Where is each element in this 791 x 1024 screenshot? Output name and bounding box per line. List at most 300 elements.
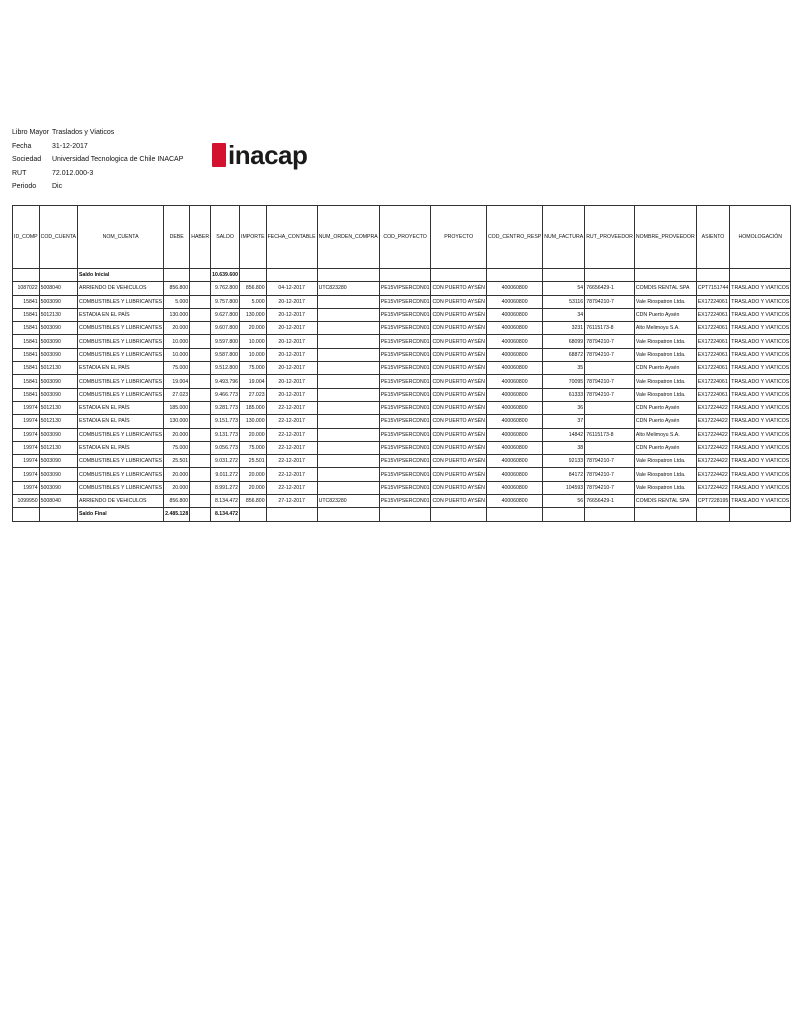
table-cell: 54 <box>543 282 585 295</box>
table-cell: 61333 <box>543 388 585 401</box>
table-cell: ESTADIA EN EL PAÍS <box>78 362 164 375</box>
column-header: NOMBRE_PROVEEDOR <box>634 206 696 269</box>
table-cell: 9.512.800 <box>211 362 240 375</box>
table-cell: 04-12-2017 <box>266 282 317 295</box>
table-cell: TRASLADO Y VIATICOS <box>730 468 791 481</box>
table-cell: COMBUSTIBLES Y LUBRICANTES <box>78 428 164 441</box>
report-metadata <box>12 126 183 194</box>
table-cell: CDN PUERTO AYSÉN <box>431 468 486 481</box>
table-cell: 185.000 <box>240 401 267 414</box>
table-cell: 400060800 <box>486 428 542 441</box>
table-cell: 78794210-7 <box>585 455 635 468</box>
empty-cell <box>190 269 211 282</box>
table-cell: 35 <box>543 362 585 375</box>
meta-label: Libro Mayor <box>12 129 49 136</box>
table-cell: 20-12-2017 <box>266 322 317 335</box>
table-cell: PE15VIPSERCDN01 <box>379 282 431 295</box>
table-cell: EX17224061 <box>696 335 730 348</box>
table-cell: 38 <box>543 441 585 454</box>
table-cell: 856.800 <box>240 495 267 508</box>
table-cell: ESTADIA EN EL PAÍS <box>78 415 164 428</box>
meta-field <box>12 126 183 140</box>
table-cell: 5012130 <box>39 415 77 428</box>
column-header: RUT_PROVEEDOR <box>585 206 635 269</box>
table-cell: 9.056.773 <box>211 441 240 454</box>
empty-cell <box>431 269 486 282</box>
table-cell: 5003090 <box>39 348 77 361</box>
table-cell: 22-12-2017 <box>266 468 317 481</box>
table-cell: 5003090 <box>39 428 77 441</box>
table-cell: 19974 <box>13 401 40 414</box>
table-cell: Vale Riospatron Ltda. <box>634 455 696 468</box>
table-cell: 15841 <box>13 362 40 375</box>
table-cell <box>317 308 379 321</box>
table-header-row <box>13 206 791 269</box>
table-cell: 400060800 <box>486 441 542 454</box>
meta-value: 72.012.000-3 <box>52 169 94 177</box>
table-cell <box>317 415 379 428</box>
table-cell: 1087022 <box>13 282 40 295</box>
empty-cell <box>190 508 211 521</box>
table-cell: 5012130 <box>39 362 77 375</box>
table-cell: PE15VIPSERCDN01 <box>379 388 431 401</box>
table-cell: EX17224061 <box>696 375 730 388</box>
table-cell: 400060800 <box>486 295 542 308</box>
table-cell: TRASLADO Y VIATICOS <box>730 415 791 428</box>
table-cell: COMBUSTIBLES Y LUBRICANTES <box>78 295 164 308</box>
table-cell: CDN PUERTO AYSÉN <box>431 401 486 414</box>
table-cell: 15841 <box>13 335 40 348</box>
table-cell: 19.004 <box>240 375 267 388</box>
table-cell <box>190 322 211 335</box>
table-cell <box>317 348 379 361</box>
table-cell: 400060800 <box>486 455 542 468</box>
table-cell <box>317 375 379 388</box>
table-row <box>13 455 791 468</box>
table-cell: 20.000 <box>240 428 267 441</box>
table-cell: 9.587.800 <box>211 348 240 361</box>
table-cell: 9.762.800 <box>211 282 240 295</box>
table-cell: 20.000 <box>240 322 267 335</box>
empty-cell <box>486 269 542 282</box>
table-cell: 10.000 <box>164 348 190 361</box>
table-cell: 78794210-7 <box>585 375 635 388</box>
table-cell: PE15VIPSERCDN01 <box>379 428 431 441</box>
table-cell: PE15VIPSERCDN01 <box>379 308 431 321</box>
table-cell: 20.000 <box>240 468 267 481</box>
table-row <box>13 468 791 481</box>
empty-cell <box>317 269 379 282</box>
table-cell: 20-12-2017 <box>266 375 317 388</box>
table-row <box>13 375 791 388</box>
table-cell: 15841 <box>13 375 40 388</box>
saldo-final-label: Saldo Final <box>78 508 164 521</box>
table-cell: 20-12-2017 <box>266 295 317 308</box>
table-cell <box>317 428 379 441</box>
meta-field <box>12 167 183 181</box>
table-cell: 5003090 <box>39 375 77 388</box>
table-cell: 130.000 <box>164 308 190 321</box>
column-header: SALDO <box>211 206 240 269</box>
table-cell: 5012130 <box>39 441 77 454</box>
meta-field <box>12 140 183 154</box>
table-row <box>13 388 791 401</box>
table-cell: PE15VIPSERCDN01 <box>379 495 431 508</box>
table-cell: PE15VIPSERCDN01 <box>379 335 431 348</box>
empty-cell <box>39 508 77 521</box>
table-cell: PE15VIPSERCDN01 <box>379 415 431 428</box>
table-cell: 9.281.773 <box>211 401 240 414</box>
table-cell: 400060800 <box>486 481 542 494</box>
empty-cell <box>634 269 696 282</box>
column-header: FECHA_CONTABLE <box>266 206 317 269</box>
table-cell: 20-12-2017 <box>266 308 317 321</box>
table-cell: ARRIENDO DE VEHICULOS <box>78 282 164 295</box>
table-cell: 400060800 <box>486 388 542 401</box>
table-cell: COMDIS RENTAL SPA <box>634 495 696 508</box>
table-cell: 53116 <box>543 295 585 308</box>
table-cell: 5003090 <box>39 295 77 308</box>
table-cell: 15841 <box>13 348 40 361</box>
empty-cell <box>696 508 730 521</box>
table-cell: PE15VIPSERCDN01 <box>379 362 431 375</box>
table-cell: Vale Riospatron Ltda. <box>634 335 696 348</box>
table-cell: 130.000 <box>240 308 267 321</box>
table-cell: 20.000 <box>240 481 267 494</box>
table-cell <box>317 455 379 468</box>
empty-cell <box>634 508 696 521</box>
table-cell: 400060800 <box>486 282 542 295</box>
table-cell: TRASLADO Y VIATICOS <box>730 322 791 335</box>
table-cell: 27.023 <box>164 388 190 401</box>
table-cell <box>317 481 379 494</box>
table-cell: 9.031.272 <box>211 455 240 468</box>
empty-cell <box>39 269 77 282</box>
table-cell <box>190 375 211 388</box>
column-header: NUM_ORDEN_COMPRA <box>317 206 379 269</box>
table-cell: PE15VIPSERCDN01 <box>379 322 431 335</box>
table-cell: 9.011.272 <box>211 468 240 481</box>
table-cell: 56 <box>543 495 585 508</box>
table-cell <box>190 415 211 428</box>
table-cell: 5008040 <box>39 495 77 508</box>
meta-value: Traslados y Viaticos <box>52 129 115 136</box>
table-cell: TRASLADO Y VIATICOS <box>730 348 791 361</box>
empty-cell <box>730 269 791 282</box>
column-header: COD_CENTRO_RESP <box>486 206 542 269</box>
table-cell: 19974 <box>13 441 40 454</box>
total-debe: 2.485.128 <box>164 508 190 521</box>
table-cell: 856.800 <box>164 282 190 295</box>
table-cell <box>317 362 379 375</box>
saldo-inicial-row <box>13 269 791 282</box>
table-cell: EX17224061 <box>696 308 730 321</box>
table-cell: CPT7151744 <box>696 282 730 295</box>
table-cell: 9.607.800 <box>211 322 240 335</box>
table-cell: EX17224422 <box>696 441 730 454</box>
table-cell: CDN PUERTO AYSÉN <box>431 388 486 401</box>
table-cell: 19974 <box>13 428 40 441</box>
column-header: HOMOLOGACIÓN <box>730 206 791 269</box>
table-cell: 5003090 <box>39 481 77 494</box>
table-cell: 20-12-2017 <box>266 388 317 401</box>
table-cell <box>585 362 635 375</box>
table-cell: EX17224061 <box>696 388 730 401</box>
table-cell: 14842 <box>543 428 585 441</box>
empty-cell <box>543 508 585 521</box>
table-cell: 400060800 <box>486 348 542 361</box>
table-cell: UTC823280 <box>317 282 379 295</box>
table-cell: 20-12-2017 <box>266 335 317 348</box>
table-cell: TRASLADO Y VIATICOS <box>730 481 791 494</box>
table-cell: 20.000 <box>164 481 190 494</box>
table-cell <box>190 481 211 494</box>
meta-label: Periodo <box>12 183 37 190</box>
table-cell <box>190 468 211 481</box>
table-cell: 10.000 <box>240 348 267 361</box>
column-header: ID_COMP <box>13 206 40 269</box>
empty-cell <box>266 508 317 521</box>
empty-cell <box>730 508 791 521</box>
table-cell: 400060800 <box>486 308 542 321</box>
table-cell: CPT7228195 <box>696 495 730 508</box>
table-cell: PE15VIPSERCDN01 <box>379 455 431 468</box>
table-cell: 78794210-7 <box>585 388 635 401</box>
column-header: PROYECTO <box>431 206 486 269</box>
table-row <box>13 282 791 295</box>
table-row <box>13 415 791 428</box>
table-cell: PE15VIPSERCDN01 <box>379 441 431 454</box>
table-cell: 5003090 <box>39 455 77 468</box>
table-cell: 130.000 <box>164 415 190 428</box>
table-cell <box>317 322 379 335</box>
table-cell: 20-12-2017 <box>266 348 317 361</box>
table-cell: Alto Melimoyu S.A. <box>634 428 696 441</box>
table-cell: TRASLADO Y VIATICOS <box>730 282 791 295</box>
table-cell: EX17224422 <box>696 455 730 468</box>
table-row <box>13 348 791 361</box>
table-cell <box>190 282 211 295</box>
table-cell: 78794210-7 <box>585 481 635 494</box>
table-cell: 20.000 <box>164 468 190 481</box>
saldo-final-value: 8.134.472 <box>211 508 240 521</box>
table-cell: ARRIENDO DE VEHICULOS <box>78 495 164 508</box>
table-cell <box>190 441 211 454</box>
table-cell: CDN PUERTO AYSÉN <box>431 441 486 454</box>
table-cell: TRASLADO Y VIATICOS <box>730 335 791 348</box>
table-cell: 9.493.796 <box>211 375 240 388</box>
table-cell: ESTADIA EN EL PAÍS <box>78 401 164 414</box>
table-cell <box>190 388 211 401</box>
table-cell: CDN PUERTO AYSÉN <box>431 282 486 295</box>
meta-value: Universidad Tecnologica de Chile INACAP <box>52 156 184 163</box>
table-cell <box>190 362 211 375</box>
table-cell: 25.501 <box>240 455 267 468</box>
table-cell: COMBUSTIBLES Y LUBRICANTES <box>78 348 164 361</box>
table-cell: 22-12-2017 <box>266 481 317 494</box>
table-cell <box>317 335 379 348</box>
empty-cell <box>379 508 431 521</box>
table-cell: 5003090 <box>39 388 77 401</box>
table-cell: TRASLADO Y VIATICOS <box>730 295 791 308</box>
table-cell: 78794210-7 <box>585 335 635 348</box>
table-cell: 22-12-2017 <box>266 415 317 428</box>
table-cell: TRASLADO Y VIATICOS <box>730 428 791 441</box>
table-cell <box>190 495 211 508</box>
table-cell <box>317 388 379 401</box>
table-cell: 400060800 <box>486 495 542 508</box>
table-cell: 9.597.800 <box>211 335 240 348</box>
table-cell <box>317 441 379 454</box>
column-header: IMPORTE <box>240 206 267 269</box>
table-cell: 10.000 <box>240 335 267 348</box>
empty-cell <box>486 508 542 521</box>
empty-cell <box>585 269 635 282</box>
meta-label: RUT <box>12 169 27 177</box>
table-cell: Alto Melimoyu S.A. <box>634 322 696 335</box>
table-cell: PE15VIPSERCDN01 <box>379 401 431 414</box>
table-cell: TRASLADO Y VIATICOS <box>730 455 791 468</box>
saldo-inicial-label: Saldo Inicial <box>78 269 164 282</box>
table-cell: 9.627.800 <box>211 308 240 321</box>
table-cell: 5003090 <box>39 335 77 348</box>
table-cell: CDN PUERTO AYSÉN <box>431 322 486 335</box>
table-cell: 856.800 <box>164 495 190 508</box>
empty-cell <box>240 269 267 282</box>
table-cell: 8.991.272 <box>211 481 240 494</box>
column-header: COD_CUENTA <box>39 206 77 269</box>
table-cell: 22-12-2017 <box>266 441 317 454</box>
table-cell: 400060800 <box>486 468 542 481</box>
table-cell: Vale Riospatron Ltda. <box>634 295 696 308</box>
table-cell: CDN Puerto Aysén <box>634 441 696 454</box>
empty-cell <box>266 269 317 282</box>
table-cell: CDN Puerto Aysén <box>634 362 696 375</box>
table-cell: 36 <box>543 401 585 414</box>
table-cell: 76656429-1 <box>585 282 635 295</box>
table-cell: 5012130 <box>39 308 77 321</box>
table-cell <box>585 441 635 454</box>
table-cell: 22-12-2017 <box>266 428 317 441</box>
table-cell: 9.151.773 <box>211 415 240 428</box>
table-cell: 104593 <box>543 481 585 494</box>
empty-cell <box>585 508 635 521</box>
logo-text: inacap <box>228 140 308 170</box>
table-cell <box>317 295 379 308</box>
meta-field <box>12 153 183 167</box>
table-cell: ESTADIA EN EL PAÍS <box>78 441 164 454</box>
table-cell: 78794210-7 <box>585 295 635 308</box>
table-cell: 5003090 <box>39 468 77 481</box>
table-cell: COMBUSTIBLES Y LUBRICANTES <box>78 455 164 468</box>
table-cell: Vale Riospatron Ltda. <box>634 481 696 494</box>
table-cell: EX17224061 <box>696 322 730 335</box>
table-cell: CDN PUERTO AYSÉN <box>431 428 486 441</box>
column-header: COD_PROYECTO <box>379 206 431 269</box>
table-cell: 68872 <box>543 348 585 361</box>
table-cell: 9.131.773 <box>211 428 240 441</box>
table-cell: 5003090 <box>39 322 77 335</box>
saldo-final-row <box>13 508 791 521</box>
table-cell: 400060800 <box>486 375 542 388</box>
table-cell: 5012130 <box>39 401 77 414</box>
table-cell: 76656429-1 <box>585 495 635 508</box>
table-row <box>13 308 791 321</box>
table-cell: 75.000 <box>240 441 267 454</box>
ledger-table <box>12 205 791 522</box>
table-cell: 27.023 <box>240 388 267 401</box>
meta-label: Sociedad <box>12 156 42 163</box>
table-cell: Vale Riospatron Ltda. <box>634 375 696 388</box>
table-cell: TRASLADO Y VIATICOS <box>730 495 791 508</box>
table-cell: 3231 <box>543 322 585 335</box>
table-cell: EX17224061 <box>696 348 730 361</box>
table-cell: COMBUSTIBLES Y LUBRICANTES <box>78 335 164 348</box>
table-cell <box>190 335 211 348</box>
column-header: ASIENTO <box>696 206 730 269</box>
table-cell: COMBUSTIBLES Y LUBRICANTES <box>78 468 164 481</box>
table-cell: 22-12-2017 <box>266 455 317 468</box>
empty-cell <box>13 269 40 282</box>
table-cell: 37 <box>543 415 585 428</box>
table-cell: 20.000 <box>164 322 190 335</box>
table-cell: COMBUSTIBLES Y LUBRICANTES <box>78 481 164 494</box>
table-cell: 27-12-2017 <box>266 495 317 508</box>
table-cell: 76115173-8 <box>585 322 635 335</box>
table-cell: 78794210-7 <box>585 348 635 361</box>
table-cell: CDN PUERTO AYSÉN <box>431 295 486 308</box>
meta-label: Fecha <box>12 142 32 150</box>
table-cell: 8.134.472 <box>211 495 240 508</box>
table-cell: COMBUSTIBLES Y LUBRICANTES <box>78 322 164 335</box>
table-cell: Vale Riospatron Ltda. <box>634 468 696 481</box>
table-row <box>13 481 791 494</box>
table-cell: CDN Puerto Aysén <box>634 415 696 428</box>
table-cell: CDN PUERTO AYSÉN <box>431 495 486 508</box>
table-cell: 185.000 <box>164 401 190 414</box>
table-cell: COMBUSTIBLES Y LUBRICANTES <box>78 375 164 388</box>
table-cell: 5.000 <box>240 295 267 308</box>
table-cell: CDN PUERTO AYSÉN <box>431 308 486 321</box>
table-row <box>13 322 791 335</box>
table-row <box>13 428 791 441</box>
table-cell: ESTADIA EN EL PAÍS <box>78 308 164 321</box>
table-cell: 400060800 <box>486 335 542 348</box>
table-cell <box>190 295 211 308</box>
table-cell: PE15VIPSERCDN01 <box>379 348 431 361</box>
table-cell: UTC823280 <box>317 495 379 508</box>
column-header: HABER <box>190 206 211 269</box>
table-cell: 10.000 <box>164 335 190 348</box>
empty-cell <box>317 508 379 521</box>
table-cell: CDN Puerto Aysén <box>634 308 696 321</box>
column-header: NUM_FACTURA <box>543 206 585 269</box>
table-cell: 20.000 <box>164 428 190 441</box>
table-cell: 15841 <box>13 322 40 335</box>
table-cell: 34 <box>543 308 585 321</box>
table-cell: EX17224422 <box>696 401 730 414</box>
table-cell: CDN PUERTO AYSÉN <box>431 415 486 428</box>
table-cell: 400060800 <box>486 415 542 428</box>
empty-cell <box>13 508 40 521</box>
logo-mark <box>212 143 226 167</box>
table-cell: 9.757.800 <box>211 295 240 308</box>
table-cell <box>585 401 635 414</box>
table-cell: CDN PUERTO AYSÉN <box>431 335 486 348</box>
table-row <box>13 401 791 414</box>
table-cell: 70095 <box>543 375 585 388</box>
table-cell: 20-12-2017 <box>266 362 317 375</box>
